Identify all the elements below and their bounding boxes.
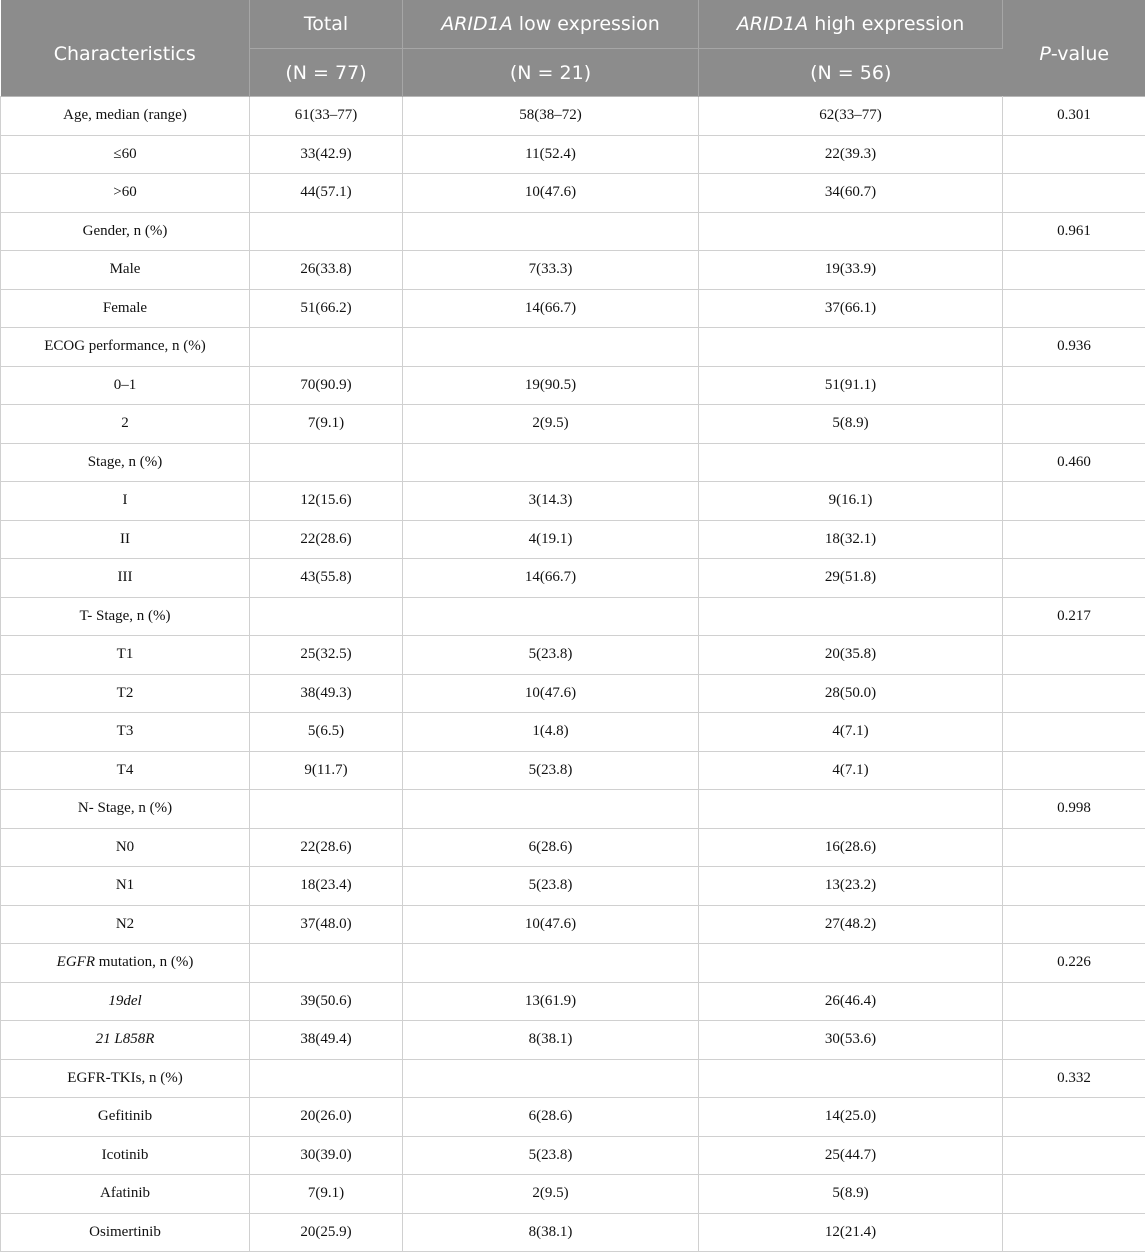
cell-characteristic-italic: EGFR	[57, 954, 95, 970]
cell-low-expression: 10(47.6)	[403, 174, 699, 213]
cell-high-expression: 29(51.8)	[699, 559, 1003, 598]
cell-total: 33(42.9)	[250, 135, 403, 174]
cell-low-expression: 10(47.6)	[403, 905, 699, 944]
cell-p-value: 0.301	[1003, 97, 1145, 136]
cell-low-expression: 13(61.9)	[403, 982, 699, 1021]
cell-low-expression: 5(23.8)	[403, 1136, 699, 1175]
cell-characteristic: T- Stage, n (%)	[1, 597, 250, 636]
cell-total: 39(50.6)	[250, 982, 403, 1021]
table-row	[1, 790, 1145, 829]
cell-p-value	[1003, 1098, 1145, 1137]
cell-total: 12(15.6)	[250, 482, 403, 521]
cell-low-expression	[403, 944, 699, 983]
table-row	[1, 97, 1145, 136]
cell-p-value: 0.936	[1003, 328, 1145, 367]
table-row	[1, 1175, 1145, 1214]
cell-low-expression: 8(38.1)	[403, 1213, 699, 1252]
cell-low-expression	[403, 212, 699, 251]
header-high-gene: ARID1A	[737, 13, 809, 35]
header-p-value	[1003, 0, 1145, 97]
cell-total: 44(57.1)	[250, 174, 403, 213]
cell-p-value	[1003, 251, 1145, 290]
cell-p-value	[1003, 366, 1145, 405]
cell-characteristic: N1	[1, 867, 250, 906]
cell-p-value	[1003, 1021, 1145, 1060]
cell-high-expression: 19(33.9)	[699, 251, 1003, 290]
cell-total: 38(49.4)	[250, 1021, 403, 1060]
cell-total: 38(49.3)	[250, 674, 403, 713]
cell-p-value: 0.217	[1003, 597, 1145, 636]
cell-p-value	[1003, 1213, 1145, 1252]
cell-total: 51(66.2)	[250, 289, 403, 328]
cell-low-expression: 7(33.3)	[403, 251, 699, 290]
cell-total: 9(11.7)	[250, 751, 403, 790]
cell-p-value	[1003, 713, 1145, 752]
cell-characteristic: Male	[1, 251, 250, 290]
cell-p-value: 0.460	[1003, 443, 1145, 482]
cell-characteristic: ≤60	[1, 135, 250, 174]
cell-total: 25(32.5)	[250, 636, 403, 675]
cell-p-value	[1003, 751, 1145, 790]
cell-low-expression	[403, 1059, 699, 1098]
table-row	[1, 520, 1145, 559]
cell-low-expression: 3(14.3)	[403, 482, 699, 521]
cell-low-expression: 6(28.6)	[403, 1098, 699, 1137]
header-p-italic: P	[1039, 43, 1050, 65]
cell-characteristic: N0	[1, 828, 250, 867]
table-row	[1, 251, 1145, 290]
cell-total: 70(90.9)	[250, 366, 403, 405]
cell-p-value	[1003, 559, 1145, 598]
cell-characteristic: 19del	[1, 982, 250, 1021]
cell-total: 43(55.8)	[250, 559, 403, 598]
cell-low-expression: 58(38–72)	[403, 97, 699, 136]
cell-p-value: 0.998	[1003, 790, 1145, 829]
cell-low-expression: 6(28.6)	[403, 828, 699, 867]
cell-characteristic: N2	[1, 905, 250, 944]
cell-p-value	[1003, 674, 1145, 713]
cell-high-expression: 9(16.1)	[699, 482, 1003, 521]
cell-high-expression: 13(23.2)	[699, 867, 1003, 906]
table-row	[1, 1136, 1145, 1175]
cell-high-expression: 5(8.9)	[699, 405, 1003, 444]
header-low-expression	[403, 0, 699, 49]
table-row	[1, 674, 1145, 713]
cell-high-expression: 18(32.1)	[699, 520, 1003, 559]
header-high-rest: high expression	[808, 13, 964, 35]
cell-p-value	[1003, 482, 1145, 521]
cell-total: 22(28.6)	[250, 520, 403, 559]
cell-high-expression: 12(21.4)	[699, 1213, 1003, 1252]
cell-p-value	[1003, 982, 1145, 1021]
table-row	[1, 482, 1145, 521]
cell-characteristic: Female	[1, 289, 250, 328]
cell-total: 7(9.1)	[250, 1175, 403, 1214]
cell-high-expression: 62(33–77)	[699, 97, 1003, 136]
header-p-rest: -value	[1051, 43, 1109, 65]
header-total: Total	[250, 0, 403, 49]
cell-high-expression: 30(53.6)	[699, 1021, 1003, 1060]
cell-high-expression	[699, 443, 1003, 482]
cell-p-value: 0.961	[1003, 212, 1145, 251]
cell-low-expression: 11(52.4)	[403, 135, 699, 174]
cell-p-value	[1003, 1175, 1145, 1214]
cell-total: 37(48.0)	[250, 905, 403, 944]
cell-high-expression: 4(7.1)	[699, 713, 1003, 752]
cell-low-expression: 1(4.8)	[403, 713, 699, 752]
cell-characteristic: I	[1, 482, 250, 521]
cell-total: 20(25.9)	[250, 1213, 403, 1252]
cell-high-expression: 37(66.1)	[699, 289, 1003, 328]
cell-low-expression: 2(9.5)	[403, 405, 699, 444]
cell-high-expression: 22(39.3)	[699, 135, 1003, 174]
cell-characteristic: N- Stage, n (%)	[1, 790, 250, 829]
table-row	[1, 328, 1145, 367]
cell-high-expression	[699, 212, 1003, 251]
table-row	[1, 405, 1145, 444]
table-row	[1, 713, 1145, 752]
table-row	[1, 905, 1145, 944]
cell-characteristic	[1, 944, 250, 983]
table-row	[1, 1021, 1145, 1060]
cell-p-value	[1003, 135, 1145, 174]
cell-characteristic: Stage, n (%)	[1, 443, 250, 482]
cell-characteristic: II	[1, 520, 250, 559]
cell-high-expression: 51(91.1)	[699, 366, 1003, 405]
cell-low-expression	[403, 328, 699, 367]
cell-high-expression	[699, 790, 1003, 829]
cell-total: 22(28.6)	[250, 828, 403, 867]
cell-characteristic: Icotinib	[1, 1136, 250, 1175]
cell-total	[250, 944, 403, 983]
cell-total	[250, 443, 403, 482]
cell-high-expression	[699, 328, 1003, 367]
header-high-expression	[699, 0, 1003, 49]
table-header	[1, 0, 1145, 97]
cell-low-expression: 5(23.8)	[403, 867, 699, 906]
cell-low-expression	[403, 790, 699, 829]
header-n-low: (N = 21)	[403, 49, 699, 97]
table-row	[1, 636, 1145, 675]
cell-p-value	[1003, 174, 1145, 213]
cell-high-expression: 14(25.0)	[699, 1098, 1003, 1137]
cell-high-expression: 26(46.4)	[699, 982, 1003, 1021]
cell-total: 18(23.4)	[250, 867, 403, 906]
cell-high-expression: 25(44.7)	[699, 1136, 1003, 1175]
table-row	[1, 366, 1145, 405]
header-n-high: (N = 56)	[699, 49, 1003, 97]
cell-characteristic: EGFR-TKIs, n (%)	[1, 1059, 250, 1098]
cell-total	[250, 790, 403, 829]
cell-total: 61(33–77)	[250, 97, 403, 136]
table-row	[1, 212, 1145, 251]
table-row	[1, 559, 1145, 598]
table-row	[1, 751, 1145, 790]
table-row	[1, 135, 1145, 174]
table-row	[1, 597, 1145, 636]
header-low-rest: low expression	[513, 13, 660, 35]
table-row	[1, 982, 1145, 1021]
cell-characteristic: Age, median (range)	[1, 97, 250, 136]
cell-high-expression	[699, 597, 1003, 636]
cell-low-expression	[403, 597, 699, 636]
cell-p-value	[1003, 405, 1145, 444]
cell-p-value	[1003, 905, 1145, 944]
cell-total	[250, 212, 403, 251]
cell-low-expression: 4(19.1)	[403, 520, 699, 559]
cell-total	[250, 328, 403, 367]
header-low-gene: ARID1A	[441, 13, 513, 35]
cell-p-value: 0.226	[1003, 944, 1145, 983]
cell-low-expression	[403, 443, 699, 482]
cell-total: 26(33.8)	[250, 251, 403, 290]
table-row	[1, 944, 1145, 983]
cell-high-expression: 16(28.6)	[699, 828, 1003, 867]
cell-high-expression: 20(35.8)	[699, 636, 1003, 675]
cell-total: 30(39.0)	[250, 1136, 403, 1175]
table-row	[1, 867, 1145, 906]
cell-characteristic: 2	[1, 405, 250, 444]
cell-characteristic: Gender, n (%)	[1, 212, 250, 251]
cell-high-expression: 5(8.9)	[699, 1175, 1003, 1214]
header-characteristics: Characteristics	[1, 0, 250, 97]
cell-characteristic: T2	[1, 674, 250, 713]
table-row	[1, 289, 1145, 328]
table-row	[1, 828, 1145, 867]
cell-p-value: 0.332	[1003, 1059, 1145, 1098]
cell-total	[250, 597, 403, 636]
cell-characteristic: T4	[1, 751, 250, 790]
cell-high-expression	[699, 944, 1003, 983]
cell-characteristic: III	[1, 559, 250, 598]
cell-characteristic: ECOG performance, n (%)	[1, 328, 250, 367]
cell-characteristic: T1	[1, 636, 250, 675]
cell-high-expression: 34(60.7)	[699, 174, 1003, 213]
table-row	[1, 1059, 1145, 1098]
cell-characteristic: Afatinib	[1, 1175, 250, 1214]
cell-low-expression: 2(9.5)	[403, 1175, 699, 1214]
cell-characteristic: Gefitinib	[1, 1098, 250, 1137]
cell-p-value	[1003, 828, 1145, 867]
cell-total: 20(26.0)	[250, 1098, 403, 1137]
cell-total: 7(9.1)	[250, 405, 403, 444]
cell-p-value	[1003, 636, 1145, 675]
cell-low-expression: 14(66.7)	[403, 289, 699, 328]
cell-low-expression: 8(38.1)	[403, 1021, 699, 1060]
table-row	[1, 1213, 1145, 1252]
cell-high-expression: 27(48.2)	[699, 905, 1003, 944]
cell-total: 5(6.5)	[250, 713, 403, 752]
cell-high-expression: 28(50.0)	[699, 674, 1003, 713]
cell-characteristic: >60	[1, 174, 250, 213]
cell-characteristic: 0–1	[1, 366, 250, 405]
cell-p-value	[1003, 520, 1145, 559]
cell-p-value	[1003, 289, 1145, 328]
cell-low-expression: 10(47.6)	[403, 674, 699, 713]
cell-low-expression: 14(66.7)	[403, 559, 699, 598]
cell-characteristic: T3	[1, 713, 250, 752]
table-row	[1, 174, 1145, 213]
table-body	[1, 97, 1145, 1252]
cell-high-expression: 4(7.1)	[699, 751, 1003, 790]
cell-total	[250, 1059, 403, 1098]
table-row	[1, 1098, 1145, 1137]
cell-characteristic-rest: mutation, n (%)	[95, 954, 193, 970]
cell-low-expression: 19(90.5)	[403, 366, 699, 405]
cell-p-value	[1003, 867, 1145, 906]
cell-low-expression: 5(23.8)	[403, 636, 699, 675]
cell-p-value	[1003, 1136, 1145, 1175]
table-row	[1, 443, 1145, 482]
cell-characteristic: 21 L858R	[1, 1021, 250, 1060]
cell-high-expression	[699, 1059, 1003, 1098]
cell-low-expression: 5(23.8)	[403, 751, 699, 790]
cell-characteristic: Osimertinib	[1, 1213, 250, 1252]
header-n-total: (N = 77)	[250, 49, 403, 97]
